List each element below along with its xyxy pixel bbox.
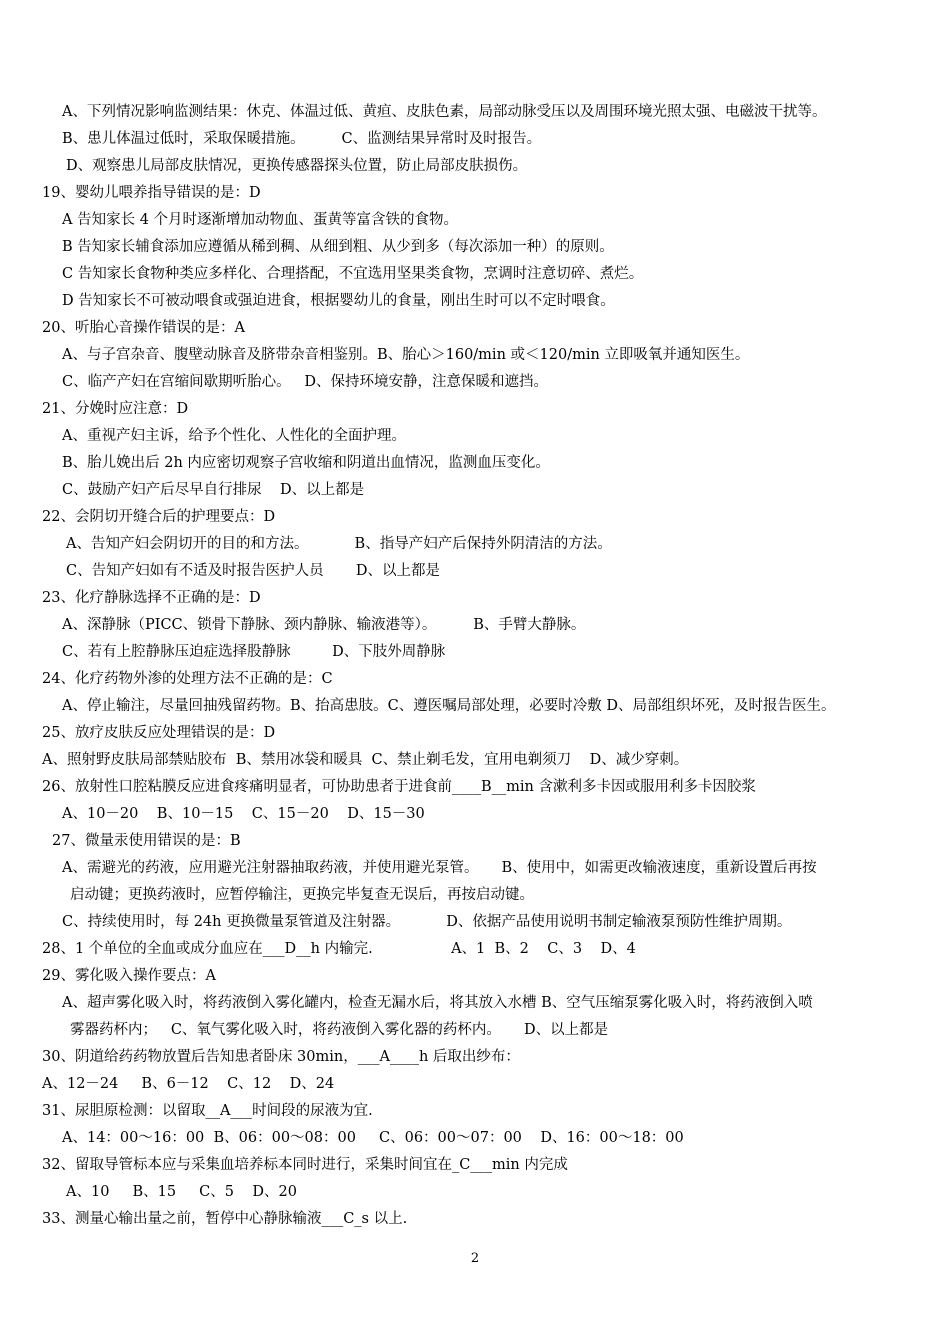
text-line: A、重视产妇主诉，给予个性化、人性化的全面护理。 <box>62 428 406 444</box>
text-line: A、10－20 B、10－15 C、15－20 D、15－30 <box>62 806 425 822</box>
text-line: A、下列情况影响监测结果：休克、体温过低、黄疸、皮肤色素，局部动脉受压以及周围环境光照太强、电磁波干扰等。 <box>62 104 827 120</box>
question-title: 22、会阴切开缝合后的护理要点：D <box>42 509 276 525</box>
text-line: A、深静脉（PICC、锁骨下静脉、颈内静脉、输液港等）。 B、手臂大静脉。 <box>62 617 586 633</box>
text-line: A、需避光的药液，应用避光注射器抽取药液，并使用避光泵管。 B、使用中，如需更改输液速度，重新设置后再按 <box>62 860 817 876</box>
text-line: A 告知家长 4 个月时逐渐增加动物血、蛋黄等富含铁的食物。 <box>62 212 459 228</box>
question-title: 27、微量汞使用错误的是：B <box>52 833 241 849</box>
question-title: 21、分娩时应注意：D <box>42 401 189 417</box>
text-line: D 告知家长不可被动喂食或强迫进食，根据婴幼儿的食量，刚出生时可以不定时喂食。 <box>62 293 615 309</box>
text-line: C、告知产妇如有不适及时报告医护人员 D、以上都是 <box>66 563 440 579</box>
text-line: B、胎儿娩出后 2h 内应密切观察子宫收缩和阴道出血情况，监测血压变化。 <box>62 455 550 471</box>
question-title: 19、婴幼儿喂养指导错误的是：D <box>42 185 261 201</box>
text-line: C、临产产妇在宫缩间歇期听胎心。 D、保持环境安静，注意保暖和遮挡。 <box>62 374 549 390</box>
text-line: A、14：00～16：00 B、06：00～08：00 C、06：00～07：00 D、16：00～18：00 <box>62 1130 684 1146</box>
question-title: 24、化疗药物外渗的处理方法不正确的是：C <box>42 671 333 687</box>
text-line: 雾器药杯内； C、氧气雾化吸入时，将药液倒入雾化器的药杯内。 D、以上都是 <box>70 1022 609 1038</box>
text-line: D、观察患儿局部皮肤情况，更换传感器探头位置，防止局部皮肤损伤。 <box>66 158 528 174</box>
text-line: A、停止输注，尽量回抽残留药物。B、抬高患肢。C、遵医嘱局部处理，必要时冷敷 D、局部组织坏死，及时报告医生。 <box>62 698 836 714</box>
text-line: C 告知家长食物种类应多样化、合理搭配，不宜选用坚果类食物，烹调时注意切碎、煮烂。 <box>62 266 644 282</box>
question-title: 26、放射性口腔粘膜反应进食疼痛明显者，可协助患者于进食前____B__min 含漱利多卡因或服用利多卡因胶浆 <box>42 779 756 795</box>
text-line: A、超声雾化吸入时，将药液倒入雾化罐内，检查无漏水后，将其放入水槽 B、空气压缩泵雾化吸入时，将药液倒入喷 <box>62 995 813 1011</box>
page-number: 2 <box>470 1251 480 1266</box>
question-title: 23、化疗静脉选择不正确的是：D <box>42 590 261 606</box>
question-title: 30、阴道给药药物放置后告知患者卧床 30min，___A____h 后取出纱布： <box>42 1049 520 1065</box>
text-line: B、患儿体温过低时，采取保暖措施。 C、监测结果异常时及时报告。 <box>62 131 542 147</box>
question-title: 33、测量心输出量之前，暂停中心静脉输液___C_s 以上. <box>42 1211 408 1227</box>
text-line: C、持续使用时，每 24h 更换微量泵管道及注射器。 D、依据产品使用说明书制定输液泵预防性维护周期。 <box>62 914 792 930</box>
question-title: 29、雾化吸入操作要点：A <box>42 968 216 984</box>
question-title: 31、尿胆原检测：以留取__A___时间段的尿液为宜. <box>42 1103 373 1119</box>
text-line: C、鼓励产妇产后尽早自行排尿 D、以上都是 <box>62 482 365 498</box>
text-line: A、照射野皮肤局部禁贴胶布 B、禁用冰袋和暖具 C、禁止剃毛发，宜用电剃须刀 D、减少穿刺。 <box>42 752 689 768</box>
text-line: A、12－24 B、6－12 C、12 D、24 <box>42 1076 335 1092</box>
text-line: B 告知家长辅食添加应遵循从稀到稠、从细到粗、从少到多（每次添加一种）的原则。 <box>62 239 614 255</box>
text-line: C、若有上腔静脉压迫症选择股静脉 D、下肢外周静脉 <box>62 644 446 660</box>
text-line: 启动键；更换药液时，应暂停输注，更换完毕复查无误后，再按启动键。 <box>70 887 534 903</box>
question-title: 28、1 个单位的全血或成分血应在___D__h 内输完. A、1 B、2 C、3 D、4 <box>42 941 636 957</box>
text-line: A、告知产妇会阴切开的目的和方法。 B、指导产妇产后保持外阴清洁的方法。 <box>66 536 612 552</box>
question-title: 32、留取导管标本应与采集血培养标本同时进行，采集时间宜在_C___min 内完成 <box>42 1157 568 1173</box>
question-title: 20、听胎心音操作错误的是：A <box>42 320 245 336</box>
text-line: A、10 B、15 C、5 D、20 <box>66 1184 297 1200</box>
question-title: 25、放疗皮肤反应处理错误的是：D <box>42 725 276 741</box>
text-line: A、与子宫杂音、腹壁动脉音及脐带杂音相鉴别。B、胎心＞160/min 或＜120/min 立即吸氧并通知医生。 <box>62 347 750 363</box>
